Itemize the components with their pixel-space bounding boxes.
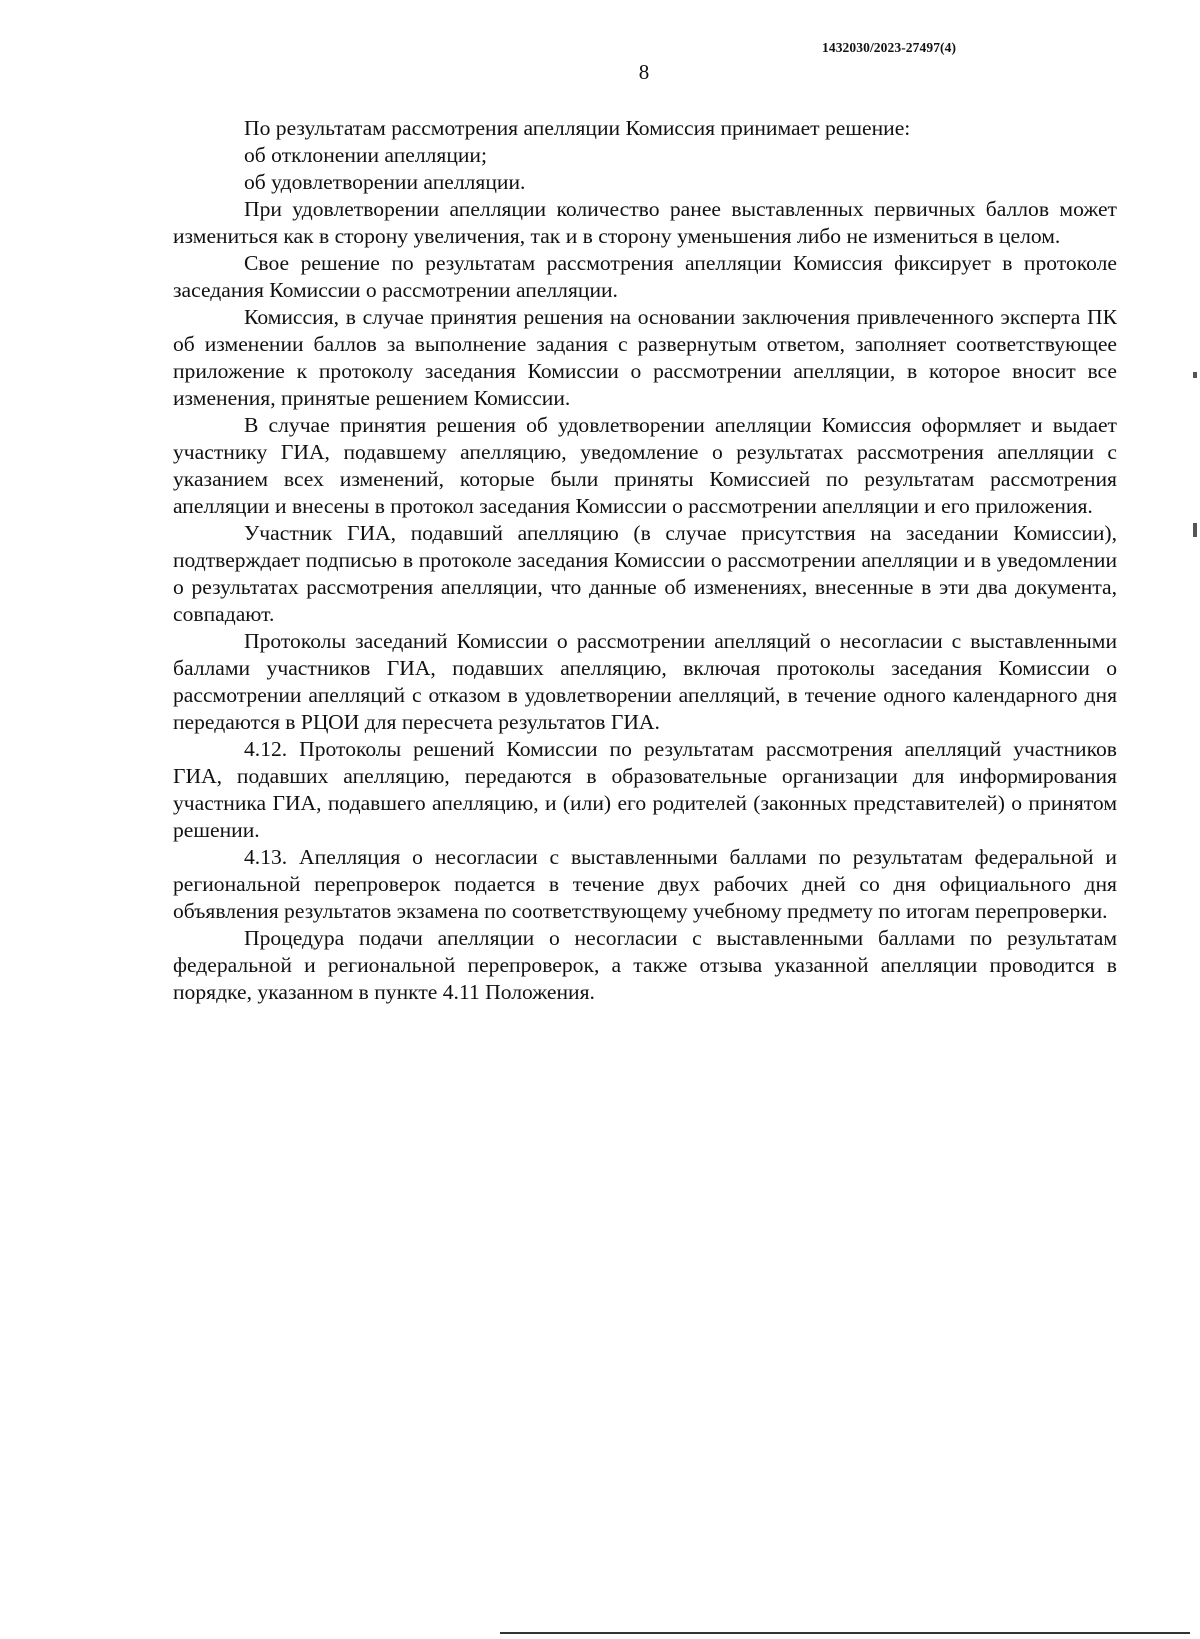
paragraph-decision-intro: По результатам рассмотрения апелляции Комиссия принимает решение: bbox=[244, 116, 911, 140]
paragraph-section-4-12: 4.12. Протоколы решений Комиссии по результатам рассмотрения апелляций участников ГИА, подавших апелляцию, передаются в образовательные организации для информирования участника ГИА, подавшего апелляцию, и (или) его родителей (законных представителей) о принятом решении. bbox=[173, 737, 1117, 842]
paragraph-decision-accept: об удовлетворении апелляции. bbox=[244, 170, 526, 194]
paragraph-protocols-transfer: Протоколы заседаний Комиссии о рассмотрении апелляций о несогласии с выставленными баллами участников ГИА, подавших апелляцию, включая протоколы заседания Комиссии о рассмотрении апелляций с отказом в удовлетворении апелляций, в течение одного календарного дня передаются в РЦОИ для пересчета результатов ГИА. bbox=[173, 629, 1117, 734]
paragraph-participant-signature: Участник ГИА, подавший апелляцию (в случае присутствия на заседании Комиссии), подтверждает подписью в протоколе заседания Комиссии о рассмотрении апелляции и в уведомлении о результатах рассмотрения апелляции, что данные об изменениях, внесенные в эти два документа, совпадают. bbox=[173, 521, 1117, 626]
paragraph-score-change: При удовлетворении апелляции количество ранее выставленных первичных баллов может измениться как в сторону увеличения, так и в сторону уменьшения либо не измениться в целом. bbox=[173, 197, 1117, 248]
paragraph-section-4-13: 4.13. Апелляция о несогласии с выставленными баллами по результатам федеральной и региональной перепроверок подается в течение двух рабочих дней со дня официального дня объявления результатов экзамена по соответствующему учебному предмету по итогам перепроверки. bbox=[173, 845, 1117, 923]
page-number: 8 bbox=[638, 60, 650, 84]
paragraph-notification: В случае принятия решения об удовлетворении апелляции Комиссия оформляет и выдает участнику ГИА, подавшему апелляцию, уведомление о результатах рассмотрения апелляции с указанием всех изменений, которые были приняты Комиссией по результатам рассмотрения апелляции и внесены в протокол заседания Комиссии о рассмотрении апелляции и его приложения. bbox=[173, 413, 1117, 518]
scan-edge-mark bbox=[1193, 523, 1197, 537]
document-registration-number: 1432030/2023-27497(4) bbox=[822, 40, 957, 55]
page-bottom-rule bbox=[500, 1632, 1190, 1634]
scan-edge-mark bbox=[1193, 372, 1197, 378]
paragraph-appeal-procedure: Процедура подачи апелляции о несогласии с выставленными баллами по результатам федеральной и региональной перепроверок, а также отзыва указанной апелляции проводится в порядке, указанном в пункте 4.11 Положения. bbox=[173, 926, 1117, 1004]
document-body bbox=[173, 115, 1117, 1006]
paragraph-decision-reject: об отклонении апелляции; bbox=[244, 143, 487, 167]
paragraph-decision-record: Свое решение по результатам рассмотрения апелляции Комиссия фиксирует в протоколе заседания Комиссии о рассмотрении апелляции. bbox=[173, 251, 1117, 302]
paragraph-expert-conclusion: Комиссия, в случае принятия решения на основании заключения привлеченного эксперта ПК об изменении баллов за выполнение задания с развернутым ответом, заполняет соответствующее приложение к протоколу заседания Комиссии о рассмотрении апелляции, в которое вносит все изменения, принятые решением Комиссии. bbox=[173, 305, 1117, 410]
